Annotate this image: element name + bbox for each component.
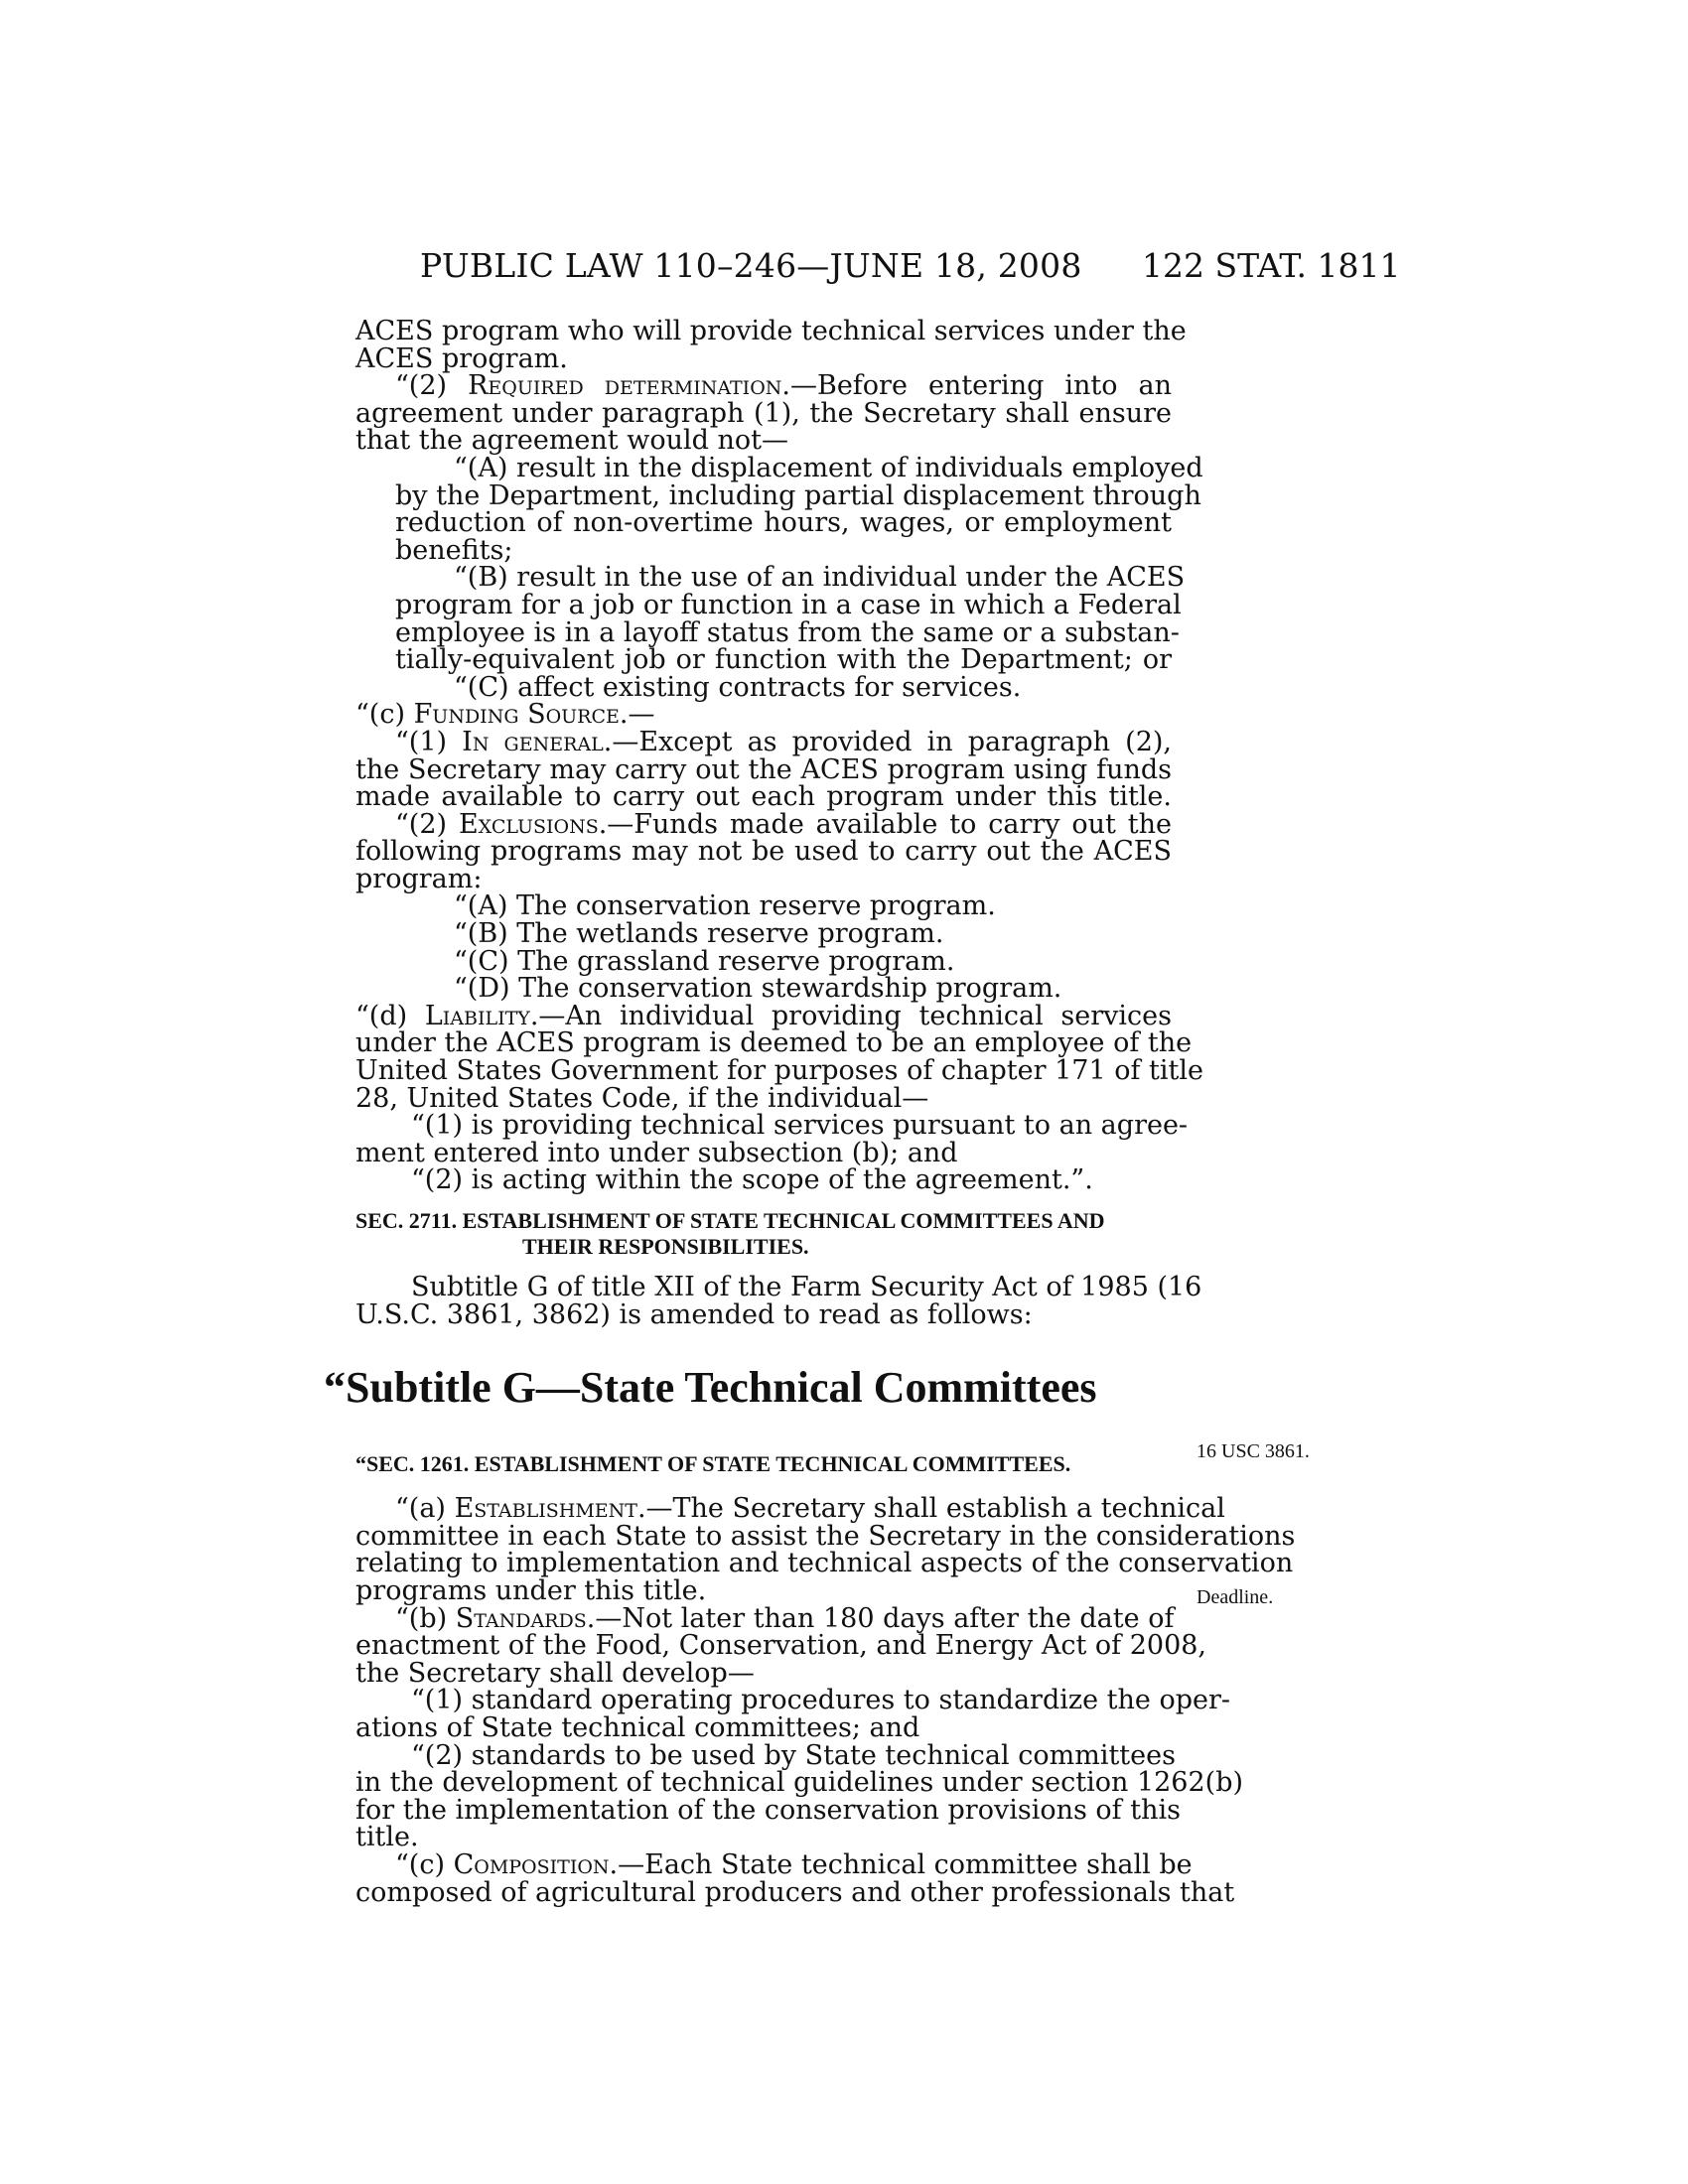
text-line: United States Government for purposes of chapter 171 of title: [355, 1055, 1204, 1087]
subsection-funding-source: [355, 701, 1172, 729]
text-line: [355, 808, 1172, 840]
section-1261-heading: “SEC. 1261. ESTABLISHMENT OF STATE TECHNICAL COMMITTEES.: [355, 1451, 1071, 1477]
paragraph-text: .—Before entering into an: [781, 370, 1173, 402]
text-line: program:: [355, 863, 483, 894]
subsection-number: “(c): [395, 1848, 454, 1880]
paragraph-heading: Required determination: [468, 370, 782, 402]
text-line: “(2) is acting within the scope of the agreement.”.: [411, 1164, 1093, 1196]
running-head: PUBLIC LAW 110–246—JUNE 18, 2008: [420, 246, 1082, 285]
paragraph-in-general: [355, 726, 1172, 813]
liability-item-1: [355, 1110, 1189, 1168]
text-line: ment entered into under subsection (b); and: [355, 1137, 958, 1168]
text-line: following programs may not be used to carry out the ACES: [355, 836, 1172, 868]
text-line: tially-equivalent job or function with the Department; or: [395, 644, 1172, 676]
subparagraph-c: [355, 671, 1172, 703]
text-line: Subtitle G of title XII of the Farm Security Act of 1985 (16: [411, 1272, 1202, 1302]
subparagraph-a: [355, 452, 1203, 566]
text-line: ations of State technical committees; and: [355, 1711, 920, 1743]
stat-page-number: 122 STAT. 1811: [1142, 246, 1401, 285]
list-item: “(D) The conservation stewardship program.: [454, 973, 1062, 1005]
text-line: [355, 372, 1172, 400]
paragraph-required-determination: [355, 372, 1172, 455]
text-line: “(C) affect existing contracts for services.: [454, 671, 1022, 703]
subparagraph-b: [355, 562, 1186, 676]
paragraph-exclusions: [355, 808, 1172, 894]
subsection-heading: Composition: [453, 1848, 610, 1880]
paragraph-number: “(2): [395, 370, 469, 402]
section-2711-heading: [355, 1208, 1172, 1260]
subsection-number: “(c): [355, 699, 414, 731]
subsection-text: .—: [619, 699, 655, 731]
text-line: committee in each State to assist the Secretary in the considerations: [355, 1520, 1296, 1552]
text-line: [355, 1493, 1225, 1525]
subsection-text: .—An individual providing technical services: [529, 1000, 1172, 1031]
text-line: [355, 1000, 1172, 1031]
text-line: “(A) result in the displacement of individuals employed: [454, 452, 1203, 483]
text-line: programs under this title.: [355, 1574, 707, 1606]
liability-item-2: [355, 1166, 1172, 1194]
subsection-number: “(b): [395, 1602, 456, 1634]
text-line: [355, 726, 1172, 757]
subsection-heading: Funding Source: [413, 699, 620, 731]
paragraph-number: “(1): [395, 726, 463, 757]
text-line: “(B) result in the use of an individual under the ACES: [454, 562, 1186, 594]
text-line: program for a job or function in a case in which a Federal: [395, 589, 1182, 620]
subsection-heading: Establishment: [454, 1493, 637, 1525]
list-item: “(B) The wetlands reserve program.: [454, 918, 944, 950]
subsection-standards: [355, 1602, 1207, 1689]
subsection-heading: Standards: [455, 1602, 587, 1634]
subsection-number: “(a): [395, 1493, 455, 1525]
text-line: made available to carry out each program under this title.: [355, 781, 1172, 813]
text-line: that the agreement would not—: [355, 425, 788, 457]
subsection-composition: [355, 1848, 1235, 1908]
paragraph-aces-continued: [355, 316, 1187, 374]
list-item: “(A) The conservation reserve program.: [454, 890, 996, 922]
subsection-liability: [355, 1000, 1204, 1114]
standards-item-1: [355, 1685, 1231, 1743]
subsection-text: .—Each State technical committee shall be: [609, 1848, 1193, 1880]
text-line: “(2) standards to be used by State technical committees: [411, 1739, 1176, 1771]
list-item: “(C) The grassland reserve program.: [454, 945, 955, 977]
paragraph-text: .—Except as provided in paragraph (2),: [603, 726, 1172, 757]
paragraph-text: .—Funds made available to carry out the: [598, 808, 1172, 840]
text-line: enactment of the Food, Conservation, and Energy Act of 2008,: [355, 1630, 1207, 1662]
text-line: relating to implementation and technical aspects of the conservation: [355, 1548, 1294, 1579]
paragraph-heading: In general: [462, 726, 604, 757]
text-line: reduction of non-overtime hours, wages, or employment: [395, 507, 1172, 539]
paragraph-heading: Exclusions: [458, 808, 599, 840]
text-line: for the implementation of the conservation provisions of this: [355, 1794, 1181, 1826]
subsection-text: .—The Secretary shall establish a technical: [636, 1493, 1225, 1525]
text-line: “(1) is providing technical services pursuant to an agree-: [411, 1110, 1189, 1142]
text-line: in the development of technical guidelines under section 1262(b): [355, 1767, 1244, 1799]
text-line: by the Department, including partial displacement through: [395, 479, 1201, 511]
text-line: ACES program who will provide technical services under the: [355, 316, 1187, 346]
text-line: composed of agricultural producers and other professionals that: [355, 1876, 1235, 1908]
text-line: [355, 701, 1172, 729]
subsection-number: “(d): [355, 1000, 425, 1031]
standards-item-2: [355, 1739, 1244, 1853]
text-line: employee is in a layoff status from the same or a substan-: [395, 616, 1180, 648]
text-line: ACES program.: [355, 342, 568, 374]
margin-note-usc: 16 USC 3861.: [1196, 1440, 1310, 1462]
text-line: 28, United States Code, if the individual—: [355, 1082, 929, 1114]
text-line: the Secretary shall develop—: [355, 1657, 755, 1689]
section-heading-line: THEIR RESPONSIBILITIES.: [522, 1234, 809, 1259]
exclusions-list: [355, 890, 1172, 1005]
text-line: title.: [355, 1822, 419, 1853]
subsection-text: .—Not later than 180 days after the date of: [586, 1602, 1175, 1634]
section-heading-line: SEC. 2711. ESTABLISHMENT OF STATE TECHNICAL COMMITTEES AND: [355, 1208, 1105, 1233]
margin-note-deadline: Deadline.: [1196, 1586, 1274, 1608]
text-line: U.S.C. 3861, 3862) is amended to read as follows:: [355, 1298, 1033, 1330]
text-line: benefits;: [395, 534, 513, 566]
text-line: the Secretary may carry out the ACES program using funds: [355, 753, 1172, 785]
text-line: “(1) standard operating procedures to standardize the oper-: [411, 1685, 1231, 1716]
subsection-heading: Liability: [424, 1000, 530, 1031]
subtitle-heading: “Subtitle G—State Technical Committees: [324, 1363, 1097, 1413]
paragraph-number: “(2): [395, 808, 459, 840]
text-line: [355, 1848, 1193, 1880]
text-line: under the ACES program is deemed to be an employee of the: [355, 1027, 1193, 1059]
text-line: [355, 1602, 1175, 1634]
paragraph-amendment-intro: [355, 1272, 1202, 1330]
text-line: agreement under paragraph (1), the Secretary shall ensure: [355, 397, 1172, 429]
